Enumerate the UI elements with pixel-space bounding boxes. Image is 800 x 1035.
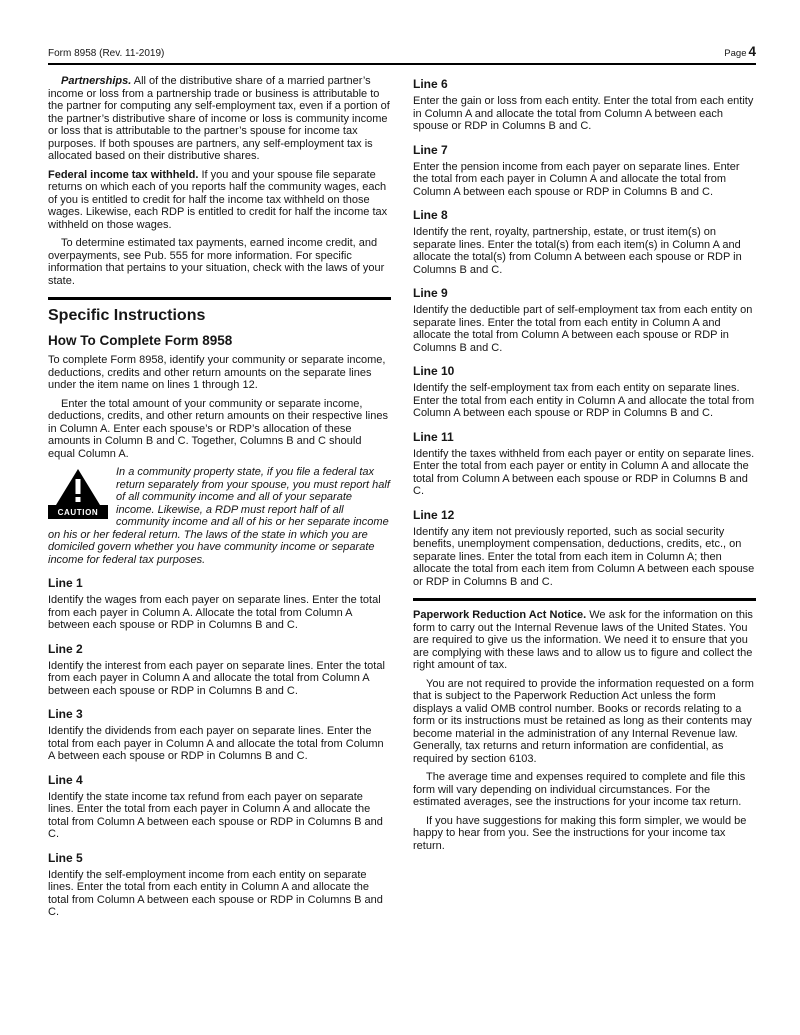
paperwork-notice-paragraph-3: The average time and expenses required to complete and file this form will vary depending on individual circumstances. For the estimated averages, see the instructions for your income tax return. (413, 771, 746, 808)
page-header (48, 44, 756, 65)
line-5-text: Identify the self-employment income from each entity on separate lines. Enter the total from each entity in Column A and allocate the total from Column A between each spouse or RDP in Columns B and C. (48, 868, 383, 918)
right-column (413, 75, 756, 925)
line-4-heading: Line 4 (48, 772, 83, 787)
specific-instructions-rule (48, 297, 391, 300)
caution-text: In a community property state, if you file a federal tax return separately from your spouse, you must report half of all community income and all of your separate income. Likewise, a RDP must report half of all community income and all of his or her separate income on his or her federal return. The laws of the state in which you are domiciled govern whether you have community income or separate income for federal tax purposes. (48, 466, 390, 566)
line-2-heading: Line 2 (48, 641, 83, 656)
line-11-text: Identify the taxes withheld from each payer or entity on separate lines. Enter the total from each payer or entity in Column A and allocate the total from Column A between each spouse or RDP in Columns B and C. (413, 447, 755, 497)
paperwork-notice-paragraph (413, 609, 756, 672)
caution-block (48, 466, 391, 566)
paperwork-notice-paragraph-2: You are not required to provide the information requested on a form that is subject to the Paperwork Reduction Act unless the form displays a valid OMB control number. Books or records relating to a form or its instructions must be retained as long as their contents may become material in the administration of any Internal Revenue law. Generally, tax returns and return information are confidential, as required by section 6103. (413, 677, 754, 765)
page-number: 4 (748, 44, 756, 59)
federal-withheld-lead: Federal income tax withheld. (48, 168, 199, 181)
form-revision-label: Form 8958 (Rev. 11-2019) (48, 48, 165, 59)
line-1-heading: Line 1 (48, 576, 83, 590)
federal-withheld-paragraph (48, 169, 391, 232)
two-column-body (48, 75, 756, 925)
line-3-heading: Line 3 (48, 707, 83, 721)
line-7-text: Enter the pension income from each payer on separate lines. Enter the total from each payer in Column A and allocate the total from Column A between each spouse or RDP in Columns B and C. (413, 160, 740, 198)
paperwork-notice-lead: Paperwork Reduction Act Notice. (413, 609, 587, 621)
how-to-complete-heading: How To Complete Form 8958 (48, 333, 233, 348)
partnerships-paragraph (48, 75, 391, 163)
line-1-text: Identify the wages from each payer on separate lines. Enter the total from each payer in Column A. Allocate the total from Column A between each spouse or RDP in Columns B and C. (48, 594, 381, 631)
line-6-heading: Line 6 (413, 77, 448, 91)
page-content (48, 44, 756, 925)
partnerships-lead: Partnerships. (61, 75, 132, 87)
line-11-heading: Line 11 (413, 429, 454, 444)
line-3-text: Identify the dividends from each payer on separate lines. Enter the total from each payer in Column A and allocate the total from Column A between each spouse or RDP in Columns B and C. (48, 725, 384, 762)
line-8-heading: Line 8 (413, 208, 448, 222)
caution-triangle-icon (55, 469, 101, 505)
how-to-paragraph-2: Enter the total amount of your community or separate income, deductions, credits, and other return amounts on their respective lines in Column A. Enter each spouse’s or RDP’s allocation of these amounts in Column B and C. Together, Columns B and C should equal Column A. (48, 397, 388, 460)
paperwork-notice-lead-text: We ask for the information on this form to carry out the Internal Revenue laws of the United States. You are required to give us the information. We need it to ensure that you are complying with these laws and to allow us to figure and collect the right amount of tax. (413, 609, 753, 671)
left-column (48, 75, 391, 925)
line-6-text: Enter the gain or loss from each entity. Enter the total from each entity in Column A and allocate the total from Column A between each spouse or RDP in Columns B and C. (413, 95, 754, 132)
partnerships-text: All of the distributive share of a married partner’s income or loss from a partnership trade or business is attributable to the partner for computing any self-employment tax, even if a portion of the partner’s distributive share of income or loss is community income or loss that is attributable to the partner’s spouse for income tax purposes. If both spouses are partners, any self-employment tax is allocated based on their distributive shares. (48, 75, 390, 162)
line-7-heading: Line 7 (413, 142, 448, 157)
estimated-tax-paragraph: To determine estimated tax payments, earned income credit, and overpayments, see Pub. 555 for more information. For specific information that pertains to your situation, check with the laws of your state. (48, 237, 385, 287)
line-4-text: Identify the state income tax refund from each payer on separate lines. Enter the total from each payer in Column A and allocate the total from Column A between each spouse or RDP in Columns B and C. (48, 790, 383, 840)
page-indicator (724, 44, 756, 59)
caution-icon (48, 469, 108, 519)
line-9-text: Identify the deductible part of self-employment tax from each entity on separate lines. Enter the total from each entity in Column A and allocate the total from Column A between each spouse or RDP in Columns B and C. (413, 304, 753, 354)
line-8-text: Identify the rent, royalty, partnership, estate, or trust item(s) on separate lines. Enter the total(s) from each item(s) in Column A and allocate the total(s) from Column A between each spouse or RDP in Columns B and C. (413, 226, 742, 276)
line-10-heading: Line 10 (413, 364, 455, 378)
line-sections-left (48, 576, 391, 919)
paperwork-notice-paragraph-4: If you have suggestions for making this form simpler, we would be happy to hear from you. See the instructions for your income tax return. (413, 814, 747, 852)
line-10-text: Identify the self-employment tax from each entity on separate lines. Enter the total from each entity in Column A and allocate the total from Column A between each spouse or RDP in Columns B and C. (413, 382, 755, 419)
how-to-paragraph-1: To complete Form 8958, identify your community or separate income, deductions, credits and other return amounts on the separate lines under the item name on lines 1 through 12. (48, 354, 386, 391)
line-2-text: Identify the interest from each payer on separate lines. Enter the total from each payer in Column A and allocate the total from Column A between each spouse or RDP in Columns B and C. (48, 659, 385, 697)
page-word: Page (724, 48, 747, 59)
line-5-heading: Line 5 (48, 850, 83, 865)
line-12-text: Identify any item not previously reported, such as social security benefits, unemployment compensation, deductions, credits, etc., on separate lines. Enter the total from each item in Column A; then allocate the total from each item from Column A between each spouse or RDP in Columns B and C. (413, 525, 755, 588)
caution-label: CAUTION (48, 505, 108, 519)
federal-withheld-text: If you and your spouse file separate returns on which each of you reports half the community wages, each of you is entitled to credit for half the income tax withheld on those wages. Likewise, each RDP is entitled to credit for half the income tax withheld on those wages. (48, 168, 388, 231)
line-9-heading: Line 9 (413, 286, 448, 300)
line-12-heading: Line 12 (413, 507, 455, 522)
section-heading: Specific Instructions (48, 307, 206, 324)
paperwork-notice-rule (413, 598, 756, 601)
